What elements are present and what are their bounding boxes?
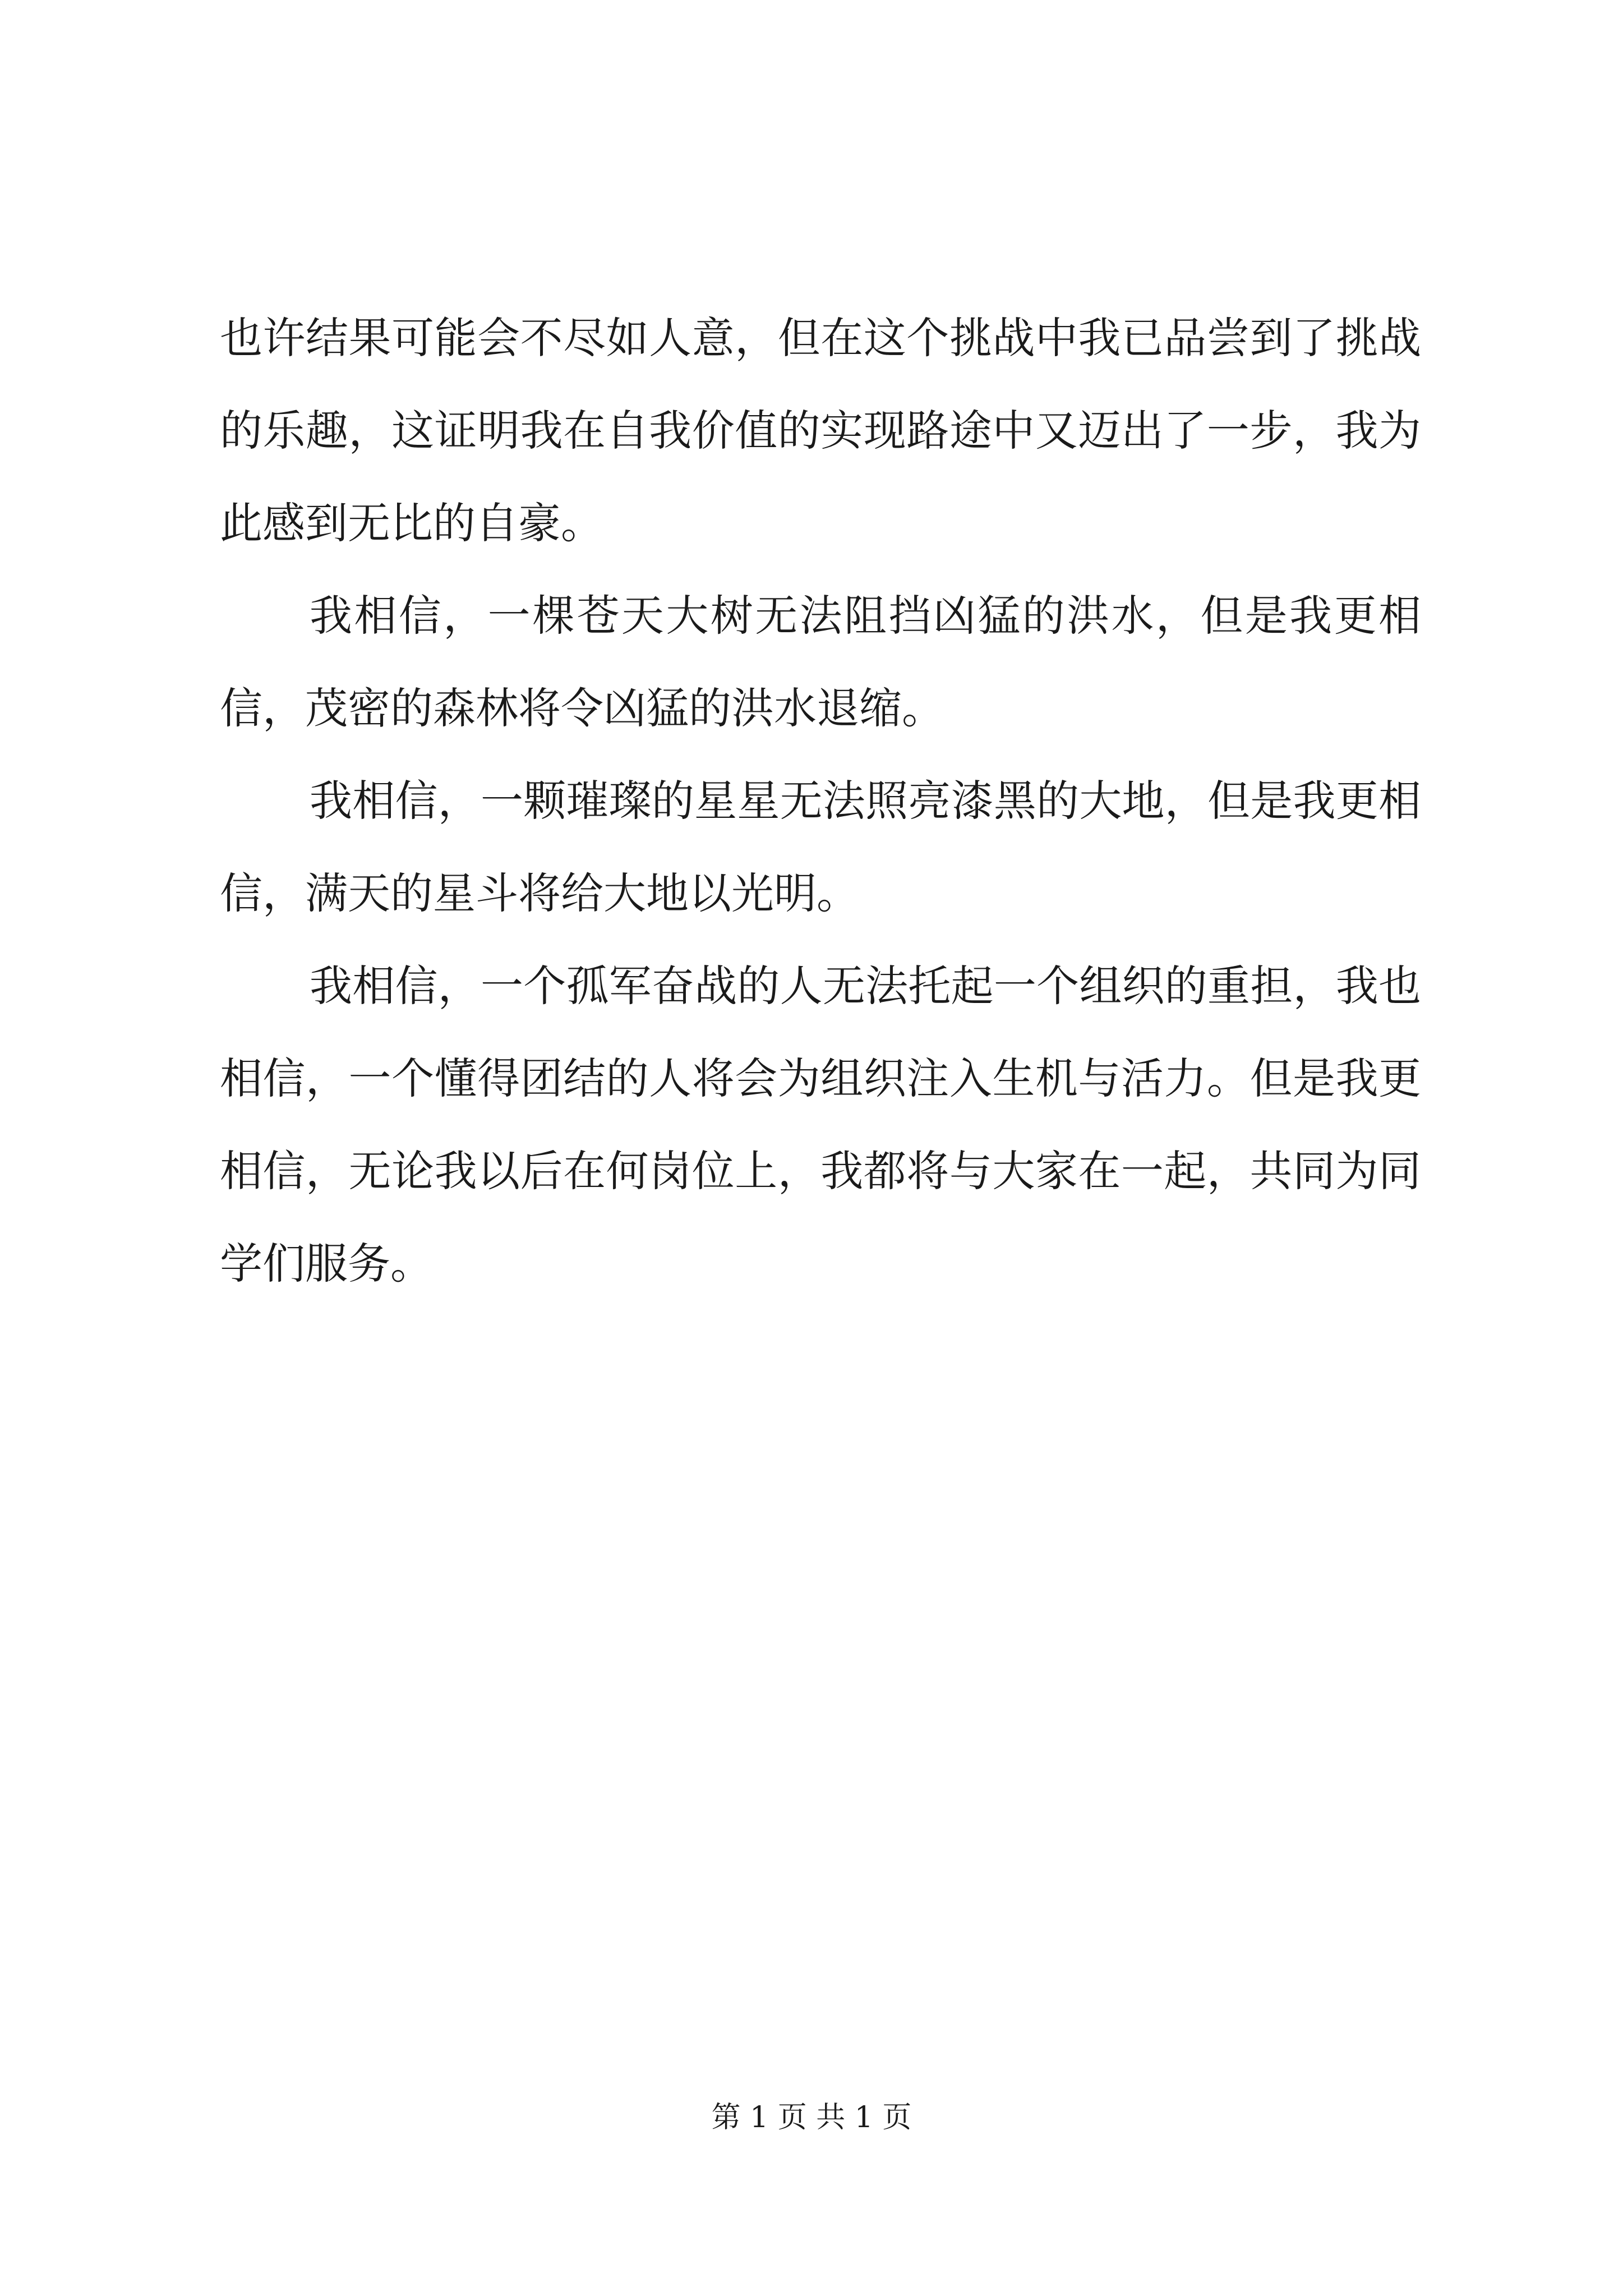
paragraph-1: 也许结果可能会不尽如人意，但在这个挑战中我已品尝到了挑战的乐趣，这证明我在自我价值的实现路途中又迈出了一步，我为此感到无比的自豪。 <box>220 313 1421 548</box>
document-body <box>220 292 1421 1310</box>
page-number-footer: 第 1 页 共 1 页 <box>711 2101 912 2134</box>
paragraph-4: 我相信，一个孤军奋战的人无法托起一个组织的重担，我也相信，一个懂得团结的人将会为组织注入生机与活力。但是我更相信，无论我以后在何岗位上，我都将与大家在一起，共同为同学们服务。 <box>220 961 1421 1289</box>
paragraph-3: 我相信，一颗璀璨的星星无法照亮漆黑的大地，但是我更相信，满天的星斗将给大地以光明。 <box>220 776 1421 918</box>
paragraph-2: 我相信，一棵苍天大树无法阻挡凶猛的洪水，但是我更相信，茂密的森林将令凶猛的洪水退缩。 <box>220 591 1421 733</box>
